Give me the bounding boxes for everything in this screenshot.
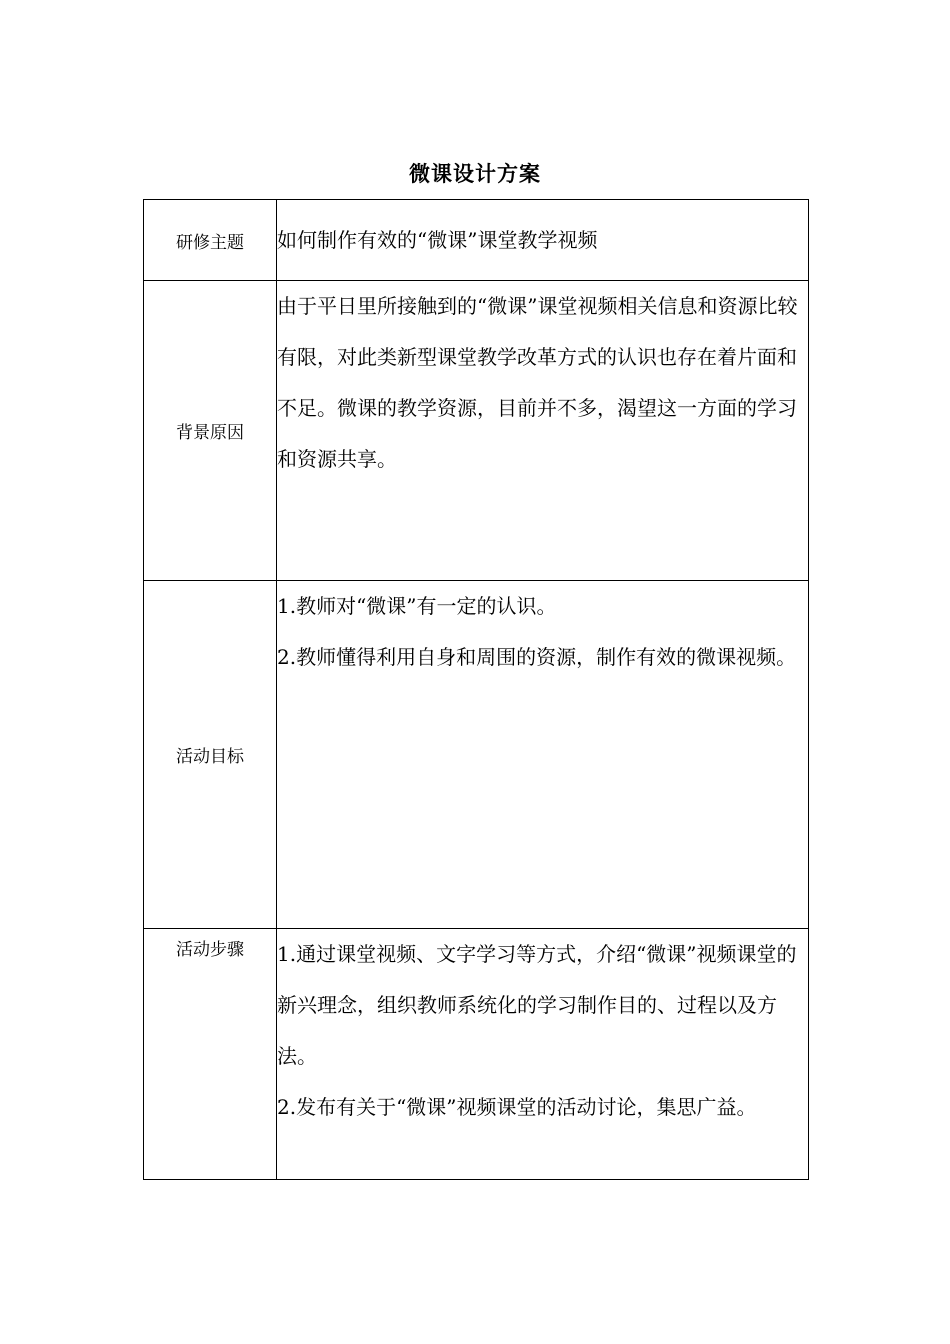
row-content-background: [277, 281, 809, 581]
background-text: 由于平日里所接触到的“微课”课堂视频相关信息和资源比较有限，对此类新型课堂教学改革方式的认识也存在着片面和不足。微课的教学资源，目前并不多，渴望这一方面的学习和资源共享。: [277, 294, 798, 471]
row-label-steps: 活动步骤: [144, 929, 277, 1180]
row-content-topic: [277, 200, 809, 281]
goal-item-2: 2.教师懂得利用自身和周围的资源，制作有效的微课视频。: [277, 645, 797, 669]
row-label-background: 背景原因: [144, 281, 277, 581]
row-content-goals: [277, 581, 809, 929]
table-row-topic: [144, 200, 809, 281]
document-title: 微课设计方案: [409, 161, 541, 186]
row-label-goals: 活动目标: [144, 581, 277, 929]
table-row-goals: [144, 581, 809, 929]
design-plan-table: [143, 199, 809, 1180]
row-label-topic: 研修主题: [144, 200, 277, 281]
topic-text: 如何制作有效的“微课”课堂教学视频: [277, 228, 598, 252]
table-row-steps: [144, 929, 809, 1180]
table-row-background: [144, 281, 809, 581]
row-content-steps: [277, 929, 809, 1180]
goal-item-1: 1.教师对“微课”有一定的认识。: [277, 594, 557, 618]
step-item-1: 1.通过课堂视频、文字学习等方式，介绍“微课”视频课堂的新兴理念，组织教师系统化的学习制作目的、过程以及方法。: [277, 942, 797, 1068]
step-item-2: 2.发布有关于“微课”视频课堂的活动讨论，集思广益。: [277, 1095, 757, 1119]
